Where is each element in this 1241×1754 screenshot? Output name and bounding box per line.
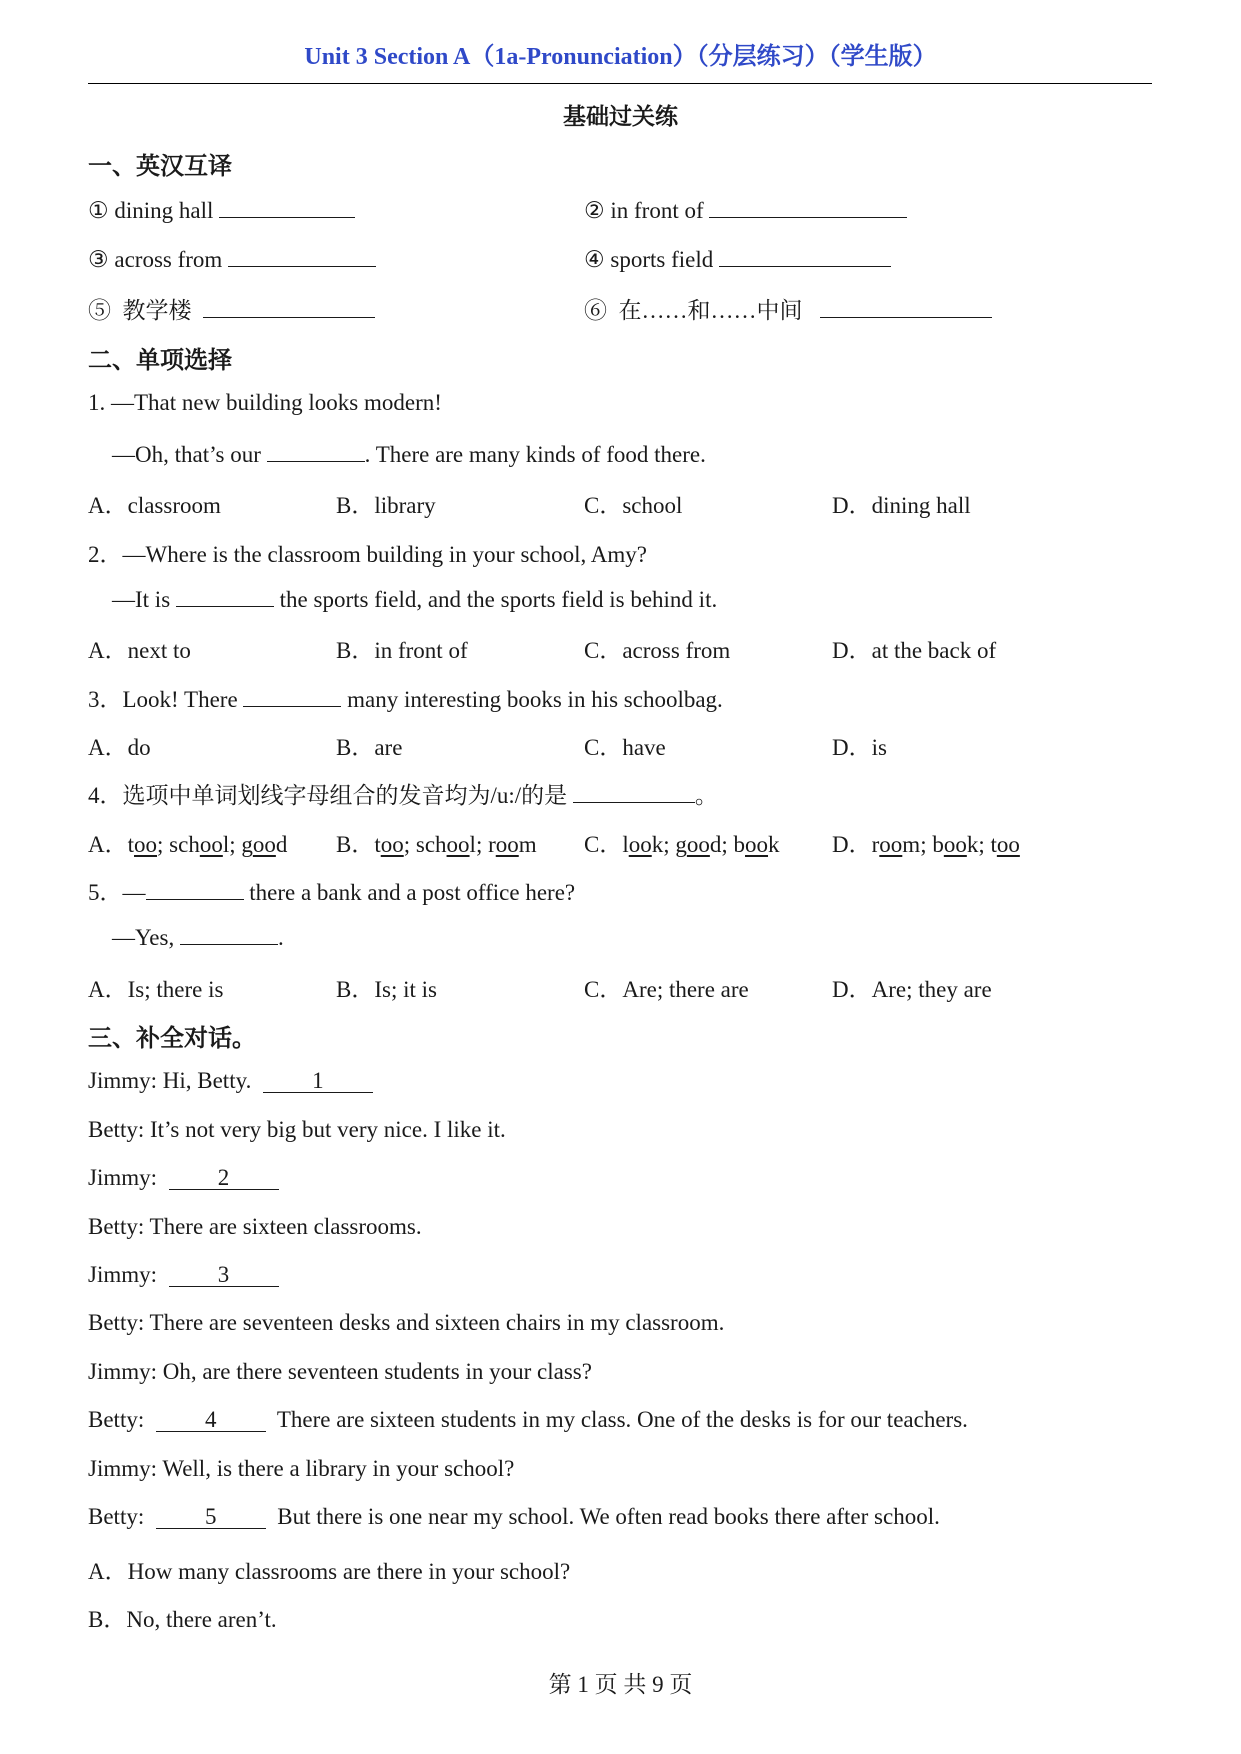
answer-blank[interactable] — [176, 584, 274, 607]
q3-option-a[interactable]: A．do — [88, 735, 151, 760]
question-5-stem: 5．— there a bank and a post office here? — [88, 874, 575, 907]
answer-blank[interactable] — [709, 195, 907, 218]
q2-option-c[interactable]: C．across from — [584, 638, 731, 663]
dialogue-line-7: Jimmy: Oh, are there seventeen students in your class? — [88, 1359, 592, 1384]
dialogue-line-1: Jimmy: Hi, Betty. 1 — [88, 1068, 373, 1094]
q3-option-d[interactable]: D．is — [832, 735, 887, 760]
answer-blank[interactable] — [719, 244, 891, 267]
section-2-heading: 二、单项选择 — [88, 348, 232, 374]
dialogue-line-8: Betty: 4 There are sixteen students in my class. One of the desks is for our teachers. — [88, 1407, 968, 1432]
q2-option-d[interactable]: D．at the back of — [832, 638, 997, 663]
page-number: 第 1 页 共 9 页 — [548, 1672, 693, 1697]
dialogue-blank-5[interactable]: 5 — [156, 1506, 266, 1529]
q4-option-c[interactable]: C．look; good; book — [584, 832, 780, 857]
q4-option-b[interactable]: B．too; school; room — [336, 832, 537, 857]
q2-option-b[interactable]: B．in front of — [336, 638, 468, 663]
question-2-stem: 2．—Where is the classroom building in your school, Amy? — [88, 542, 647, 567]
q2-option-a[interactable]: A．next to — [88, 638, 191, 663]
section-3-heading: 三、补全对话。 — [88, 1026, 256, 1052]
q3-option-b[interactable]: B．are — [336, 735, 403, 760]
dialogue-choice-a[interactable]: A．How many classrooms are there in your school? — [88, 1559, 571, 1584]
dialogue-blank-3[interactable]: 3 — [169, 1264, 279, 1287]
answer-blank[interactable] — [573, 780, 695, 803]
question-3-stem: 3．Look! There many interesting books in his schoolbag. — [88, 681, 723, 714]
dialogue-blank-2[interactable]: 2 — [169, 1167, 279, 1190]
dialogue-choice-b[interactable]: B．No, there aren’t. — [88, 1607, 277, 1632]
q5-option-b[interactable]: B．Is; it is — [336, 977, 437, 1002]
answer-blank[interactable] — [243, 684, 341, 707]
q4-option-d[interactable]: D．room; book; too — [832, 832, 1020, 857]
vocab-item-4: ④ sports field — [584, 244, 891, 273]
dialogue-line-2: Betty: It’s not very big but very nice. I like it. — [88, 1117, 506, 1142]
q1-option-a[interactable]: A．classroom — [88, 493, 221, 518]
answer-blank[interactable] — [219, 195, 355, 218]
section-1-heading: 一、英汉互译 — [88, 154, 232, 180]
vocab-item-5: ⑤ 教学楼 — [88, 292, 375, 325]
dialogue-line-9: Jimmy: Well, is there a library in your school? — [88, 1456, 515, 1481]
answer-blank[interactable] — [267, 439, 365, 462]
question-4-stem: 4．选项中单词划线字母组合的发音均为/u:/的是 。 — [88, 777, 718, 810]
question-5-response: —Yes, . — [112, 922, 284, 951]
dialogue-line-10: Betty: 5 But there is one near my school. We often read books there after school. — [88, 1504, 940, 1529]
answer-blank[interactable] — [146, 877, 244, 900]
q5-option-a[interactable]: A．Is; there is — [88, 977, 224, 1002]
q4-option-a[interactable]: A．too; school; good — [88, 832, 288, 857]
answer-blank[interactable] — [820, 295, 992, 318]
q3-option-c[interactable]: C．have — [584, 735, 666, 760]
q1-option-d[interactable]: D．dining hall — [832, 493, 971, 518]
answer-blank[interactable] — [203, 295, 375, 318]
dialogue-line-6: Betty: There are seventeen desks and sixteen chairs in my classroom. — [88, 1310, 725, 1335]
dialogue-line-5: Jimmy: 3 — [88, 1262, 279, 1288]
q1-option-c[interactable]: C．school — [584, 493, 683, 518]
dialogue-blank-4[interactable]: 4 — [156, 1409, 266, 1432]
dialogue-line-3: Jimmy: 2 — [88, 1165, 279, 1191]
q5-option-c[interactable]: C．Are; there are — [584, 977, 749, 1002]
q1-option-b[interactable]: B．library — [336, 493, 436, 518]
vocab-item-1: ① dining hall — [88, 195, 355, 224]
level-title: 基础过关练 — [563, 104, 678, 129]
question-2-response: —It is the sports field, and the sports field is behind it. — [112, 584, 717, 613]
q5-option-d[interactable]: D．Are; they are — [832, 977, 992, 1002]
vocab-item-6: ⑥ 在……和……中间 — [584, 292, 992, 325]
dialogue-line-4: Betty: There are sixteen classrooms. — [88, 1214, 422, 1239]
vocab-item-3: ③ across from — [88, 244, 376, 273]
answer-blank[interactable] — [228, 244, 376, 267]
vocab-item-2: ② in front of — [584, 195, 907, 224]
dialogue-blank-1[interactable]: 1 — [263, 1070, 373, 1093]
question-1-response: —Oh, that’s our . There are many kinds of food there. — [112, 439, 706, 468]
document-title: Unit 3 Section A（1a-Pronunciation）（分层练习）（学生版） — [304, 44, 937, 70]
question-1-stem: 1. —That new building looks modern! — [88, 390, 442, 415]
header-divider — [88, 83, 1152, 84]
answer-blank[interactable] — [180, 922, 278, 945]
